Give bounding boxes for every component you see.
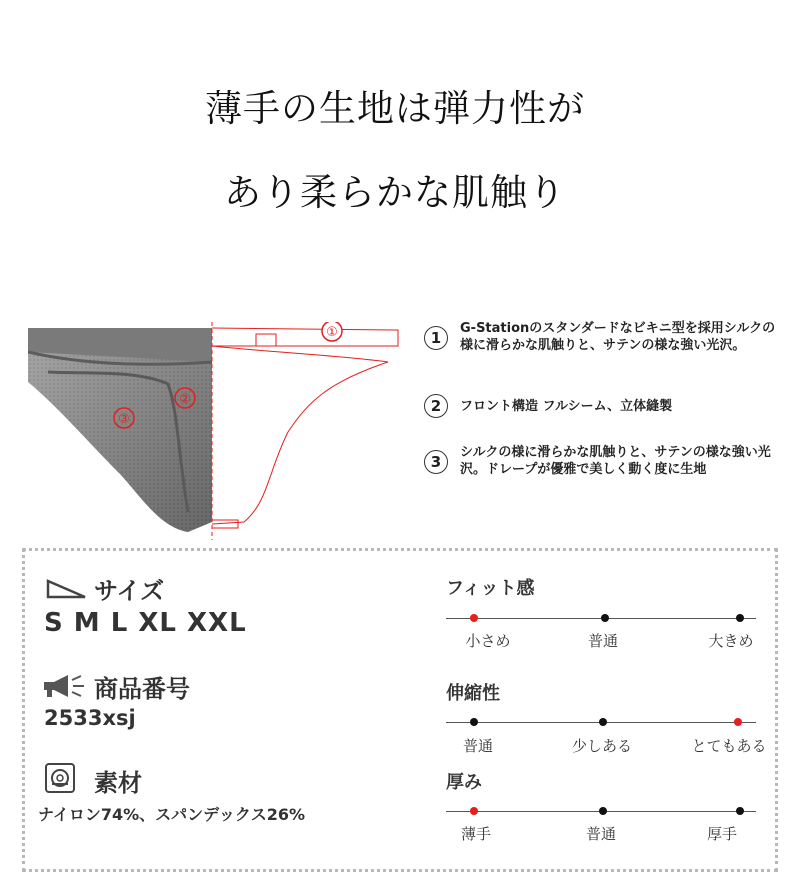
feature-text-2: フロント構造 フルシーム、立体縫製 (460, 399, 673, 414)
size-value: S M L XL XXL (44, 608, 247, 638)
fit-scale-label-3: 大きめ (708, 632, 754, 650)
feature-number-2: 2 (424, 394, 448, 418)
fit-scale-dot-1 (470, 614, 478, 622)
stretch-scale-dot-2 (599, 718, 607, 726)
fit-scale-title: フィット感 (446, 578, 535, 599)
feature-item-3 (424, 444, 784, 478)
marker-1: ① (326, 325, 338, 340)
thickness-scale-label-1: 薄手 (460, 825, 492, 843)
fit-scale-dot-3 (736, 614, 744, 622)
feature-text-3: シルクの様に滑らかな肌触りと、サテンの様な強い光沢。ドレープが優雅で美しく動く度に生地 (460, 445, 771, 477)
product-number-title: 商品番号 (94, 675, 190, 703)
stretch-scale-dot-3 (734, 718, 742, 726)
feature-item-1 (424, 320, 784, 354)
fit-scale-dot-2 (601, 614, 609, 622)
thickness-scale-label-3: 厚手 (706, 825, 738, 843)
product-figure (28, 322, 410, 540)
material-title: 素材 (94, 769, 142, 797)
stretch-scale-label-3: とてもある (691, 737, 767, 755)
feature-item-2 (424, 398, 672, 415)
megaphone-icon (40, 673, 88, 699)
feature-text-1: G-Stationのスタンダードなビキニ型を採用シルクの様に滑らかな肌触りと、サテンの様な強い光沢。 (460, 321, 776, 353)
stretch-scale-label-1: 普通 (462, 737, 494, 755)
thickness-scale-dot-2 (599, 807, 607, 815)
feature-number-1: 1 (424, 326, 448, 350)
fit-scale-label-2: 普通 (587, 632, 619, 650)
fit-scale-label-1: 小さめ (465, 632, 511, 650)
stretch-scale-label-2: 少しある (571, 737, 633, 755)
ruler-triangle-icon (45, 578, 89, 600)
thickness-scale-title: 厚み (446, 772, 482, 793)
fabric-roll-icon (44, 762, 76, 794)
feature-number-3: 3 (424, 450, 448, 474)
thickness-scale-dot-3 (736, 807, 744, 815)
product-illustration (28, 322, 410, 540)
size-title: サイズ (94, 577, 165, 605)
marker-2: ② (179, 392, 191, 407)
marker-3: ③ (118, 412, 130, 427)
product-number-value: 2533xsj (44, 706, 136, 730)
thickness-scale-label-2: 普通 (585, 825, 617, 843)
thickness-scale-dot-1 (470, 807, 478, 815)
stretch-scale-title: 伸縮性 (446, 683, 500, 704)
material-value: ナイロン74%、スパンデックス26% (38, 805, 305, 824)
headline-line-2: あり柔らかな肌触り (224, 171, 566, 214)
stretch-scale-dot-1 (470, 718, 478, 726)
headline-line-1: 薄手の生地は弾力性が (205, 87, 585, 130)
